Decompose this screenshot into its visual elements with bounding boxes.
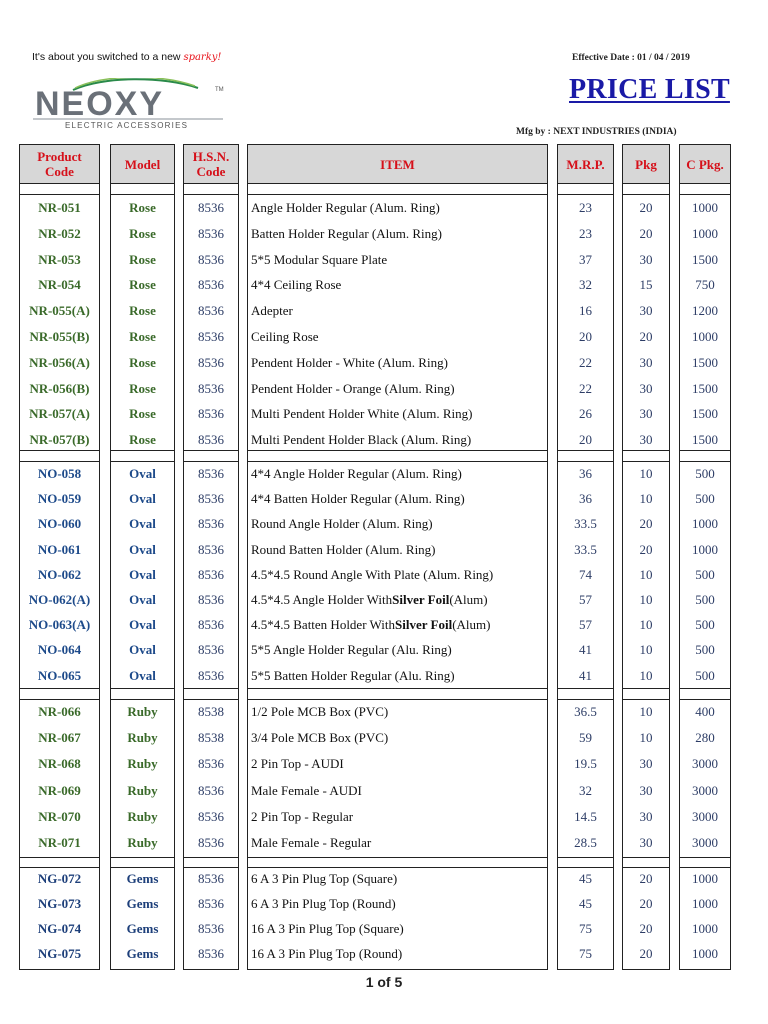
cell-code: NR-056(A) [29,354,90,370]
cell-mrp: 36 [579,466,592,481]
cell-hsn: 8536 [198,871,224,886]
cell-cpkg: 1500 [692,432,718,448]
cell-cpkg: 400 [695,704,715,719]
column-cpkg [679,144,731,970]
cell-hsn: 8536 [198,303,224,319]
cell-code: NR-051 [38,200,81,215]
cell-item: 4.5*4.5 Angle Holder With Silver Foil (Alum) [251,592,488,607]
cell-code: NR-056(B) [29,380,90,396]
cell-model: Oval [129,592,156,607]
cell-code: NO-060 [37,516,82,532]
cell-hsn: 8538 [198,730,224,746]
cell-model: Rose [129,277,156,293]
row-divider [111,857,174,858]
row-divider [680,183,730,184]
cell-pkg: 20 [639,329,653,344]
cell-code: NR-053 [38,251,81,267]
cell-mrp: 57 [579,592,592,607]
cell-cpkg: 1500 [692,380,718,396]
cell-model: Rose [129,200,156,215]
cell-pkg: 10 [639,592,653,607]
cell-model: Oval [129,541,156,557]
cell-pkg: 30 [639,835,653,850]
row-divider [111,688,174,689]
cell-hsn: 8536 [198,946,224,961]
cell-item: Male Female - Regular [251,835,372,850]
cell-code: NO-061 [37,541,82,557]
cell-item: Adepter [251,303,293,319]
cell-hsn: 8536 [198,566,224,582]
cell-pkg: 10 [639,704,653,719]
cell-mrp: 28.5 [574,835,597,850]
cell-hsn: 8536 [198,466,224,481]
cell-item: 16 A 3 Pin Plug Top (Square) [251,921,404,936]
row-divider [184,183,238,184]
row-divider [111,194,174,195]
cell-code: NR-067 [38,730,81,746]
cell-cpkg: 1000 [692,200,718,215]
cell-cpkg: 500 [695,667,715,683]
cell-item: Multi Pendent Holder Black (Alum. Ring) [251,432,472,448]
column-header-model: Model [111,145,174,183]
row-divider [20,194,99,195]
cell-cpkg: 3000 [692,756,718,772]
cell-hsn: 8536 [198,329,224,344]
cell-pkg: 20 [639,225,653,241]
cell-model: Ruby [127,782,158,798]
cell-cpkg: 1500 [692,251,718,267]
row-divider [20,183,99,184]
cell-mrp: 36 [579,491,592,507]
cell-mrp: 74 [579,566,592,582]
cell-item: 5*5 Angle Holder Regular (Alu. Ring) [251,642,452,658]
row-divider [680,857,730,858]
cell-item: Pendent Holder - White (Alum. Ring) [251,354,448,370]
cell-mrp: 20 [579,329,592,344]
logo-subtitle: ELECTRIC ACCESSORIES [65,121,189,130]
column-header-code: Product Code [20,145,99,183]
cell-item: Multi Pendent Holder White (Alum. Ring) [251,406,473,422]
cell-pkg: 30 [639,808,653,824]
cell-code: NG-075 [37,946,82,961]
cell-mrp: 23 [579,200,592,215]
effective-date: Effective Date : 01 / 04 / 2019 [572,53,690,63]
cell-cpkg: 3000 [692,835,718,850]
row-divider [623,194,669,195]
cell-mrp: 22 [579,380,592,396]
cell-hsn: 8536 [198,380,224,396]
manufacturer: Mfg by : NEXT INDUSTRIES (INDIA) [516,127,677,137]
cell-model: Gems [126,921,159,936]
row-divider [248,194,547,195]
cell-pkg: 30 [639,251,653,267]
logo-wordmark: NEOXY [35,85,165,123]
cell-pkg: 20 [639,516,653,532]
cell-item: 5*5 Modular Square Plate [251,251,388,267]
cell-pkg: 10 [639,667,653,683]
cell-mrp: 57 [579,617,592,633]
cell-code: NR-066 [38,704,81,719]
cell-pkg: 10 [639,617,653,633]
cell-code: NO-064 [37,642,82,658]
cell-model: Oval [129,516,156,532]
cell-cpkg: 1000 [692,225,718,241]
row-divider [558,194,613,195]
cell-model: Ruby [127,730,158,746]
cell-item: Batten Holder Regular (Alum. Ring) [251,225,442,241]
tagline-brand: sparky! [183,52,222,63]
cell-cpkg: 500 [695,491,715,507]
cell-hsn: 8536 [198,251,224,267]
cell-mrp: 59 [579,730,592,746]
cell-cpkg: 500 [695,642,715,658]
column-header-item: ITEM [248,145,547,183]
logo-trademark: TM [215,87,224,93]
cell-pkg: 10 [639,466,653,481]
cell-model: Rose [129,432,156,448]
cell-pkg: 20 [639,896,653,911]
cell-model: Rose [129,251,156,267]
cell-code: NO-059 [37,491,82,507]
column-hsn [183,144,239,970]
cell-mrp: 45 [579,871,592,886]
cell-cpkg: 1000 [692,541,718,557]
cell-hsn: 8536 [198,516,224,532]
column-item [247,144,548,970]
cell-cpkg: 1000 [692,871,718,886]
cell-cpkg: 1000 [692,921,718,936]
cell-mrp: 37 [579,251,592,267]
cell-pkg: 30 [639,782,653,798]
cell-code: NG-074 [37,921,82,936]
cell-item: 6 A 3 Pin Plug Top (Square) [251,871,398,886]
cell-hsn: 8536 [198,277,224,293]
cell-code: NR-057(B) [29,432,90,448]
cell-hsn: 8536 [198,541,224,557]
cell-mrp: 19.5 [574,756,597,772]
cell-code: NO-058 [37,466,82,481]
cell-model: Oval [129,566,156,582]
row-divider [248,183,547,184]
cell-pkg: 20 [639,946,653,961]
cell-item: 3/4 Pole MCB Box (PVC) [251,730,389,746]
cell-item: Angle Holder Regular (Alum. Ring) [251,200,440,215]
row-divider [184,688,238,689]
cell-code: NR-052 [38,225,81,241]
cell-code: NR-054 [38,277,81,293]
row-divider [623,857,669,858]
cell-model: Rose [129,406,156,422]
cell-pkg: 30 [639,432,653,448]
cell-mrp: 22 [579,354,592,370]
cell-hsn: 8536 [198,432,224,448]
row-divider [623,688,669,689]
cell-cpkg: 1000 [692,516,718,532]
cell-item: 4*4 Batten Holder Regular (Alum. Ring) [251,491,465,507]
cell-hsn: 8536 [198,592,224,607]
cell-item: 4.5*4.5 Round Angle With Plate (Alum. Ring) [251,566,494,582]
cell-mrp: 75 [579,921,592,936]
column-header-mrp: M.R.P. [558,145,613,183]
cell-hsn: 8536 [198,406,224,422]
cell-model: Gems [126,871,159,886]
row-divider [111,183,174,184]
cell-mrp: 36.5 [574,704,597,719]
cell-pkg: 30 [639,380,653,396]
cell-item: 4*4 Ceiling Rose [251,277,342,293]
cell-mrp: 26 [579,406,592,422]
cell-model: Oval [129,667,156,683]
cell-item: Pendent Holder - Orange (Alum. Ring) [251,380,455,396]
cell-model: Ruby [127,756,158,772]
column-mrp [557,144,614,970]
cell-code: NR-069 [38,782,81,798]
cell-hsn: 8536 [198,491,224,507]
cell-mrp: 23 [579,225,592,241]
cell-cpkg: 3000 [692,782,718,798]
row-divider [558,688,613,689]
cell-model: Rose [129,225,156,241]
tagline-text: It's about you switched to a new [32,51,181,63]
cell-item: Round Angle Holder (Alum. Ring) [251,516,433,532]
cell-pkg: 20 [639,871,653,886]
cell-cpkg: 280 [695,730,715,746]
cell-item: 6 A 3 Pin Plug Top (Round) [251,896,396,911]
column-code [19,144,100,970]
cell-item: Male Female - AUDI [251,782,362,798]
cell-mrp: 41 [579,667,592,683]
cell-cpkg: 1500 [692,406,718,422]
row-divider [680,688,730,689]
cell-code: NG-073 [37,896,82,911]
cell-mrp: 45 [579,896,592,911]
cell-pkg: 30 [639,756,653,772]
cell-pkg: 20 [639,921,653,936]
cell-code: NO-065 [37,667,82,683]
cell-pkg: 10 [639,642,653,658]
cell-hsn: 8536 [198,808,224,824]
cell-pkg: 15 [639,277,653,293]
cell-pkg: 20 [639,200,653,215]
cell-mrp: 14.5 [574,808,597,824]
row-divider [558,857,613,858]
cell-hsn: 8536 [198,667,224,683]
cell-cpkg: 1000 [692,896,718,911]
cell-mrp: 33.5 [574,541,597,557]
row-divider [248,857,547,858]
cell-hsn: 8536 [198,617,224,633]
cell-pkg: 30 [639,303,653,319]
cell-hsn: 8536 [198,225,224,241]
cell-cpkg: 1000 [692,329,718,344]
cell-mrp: 75 [579,946,592,961]
neoxy-logo [33,78,233,130]
row-divider [184,857,238,858]
cell-item: 2 Pin Top - AUDI [251,756,344,772]
cell-model: Ruby [127,835,158,850]
cell-cpkg: 3000 [692,808,718,824]
cell-mrp: 20 [579,432,592,448]
tagline [32,51,221,63]
cell-hsn: 8536 [198,354,224,370]
column-header-hsn: H.S.N. Code [184,145,238,183]
row-divider [623,183,669,184]
cell-mrp: 16 [579,303,592,319]
cell-code: NR-055(B) [29,329,90,344]
cell-item: 4*4 Angle Holder Regular (Alum. Ring) [251,466,462,481]
cell-mrp: 41 [579,642,592,658]
cell-model: Gems [126,896,159,911]
column-header-cpkg: C Pkg. [680,145,730,183]
cell-pkg: 30 [639,354,653,370]
column-header-pkg: Pkg [623,145,669,183]
cell-model: Ruby [127,808,158,824]
row-divider [680,194,730,195]
cell-hsn: 8536 [198,896,224,911]
cell-model: Oval [129,466,156,481]
cell-hsn: 8536 [198,782,224,798]
row-divider [20,857,99,858]
cell-mrp: 32 [579,782,592,798]
cell-model: Rose [129,354,156,370]
cell-mrp: 33.5 [574,516,597,532]
cell-model: Gems [126,946,159,961]
cell-hsn: 8536 [198,200,224,215]
cell-cpkg: 1500 [692,354,718,370]
cell-model: Rose [129,303,156,319]
cell-model: Ruby [127,704,158,719]
page-number: 1 of 5 [365,974,403,990]
cell-model: Rose [129,380,156,396]
row-divider [20,688,99,689]
cell-cpkg: 1000 [692,946,718,961]
cell-pkg: 30 [639,406,653,422]
cell-code: NG-072 [37,871,82,886]
cell-cpkg: 500 [695,466,715,481]
cell-hsn: 8536 [198,642,224,658]
cell-hsn: 8536 [198,921,224,936]
cell-item: 5*5 Batten Holder Regular (Alu. Ring) [251,667,455,683]
cell-model: Oval [129,617,156,633]
page-title: PRICE LIST [569,74,730,105]
cell-code: NO-063(A) [28,617,91,633]
cell-item: 2 Pin Top - Regular [251,808,354,824]
cell-hsn: 8538 [198,704,224,719]
cell-code: NR-071 [38,835,81,850]
cell-pkg: 10 [639,491,653,507]
cell-code: NO-062(A) [28,592,91,607]
cell-model: Oval [129,491,156,507]
cell-hsn: 8536 [198,835,224,850]
cell-mrp: 32 [579,277,592,293]
cell-item: 4.5*4.5 Batten Holder With Silver Foil (Alum) [251,617,491,633]
cell-model: Oval [129,642,156,658]
cell-item: 16 A 3 Pin Plug Top (Round) [251,946,403,961]
cell-code: NR-068 [38,756,81,772]
cell-cpkg: 500 [695,617,715,633]
row-divider [184,194,238,195]
cell-code: NR-057(A) [29,406,90,422]
cell-code: NR-055(A) [29,303,90,319]
cell-cpkg: 1200 [692,303,718,319]
cell-code: NO-062 [37,566,82,582]
cell-pkg: 20 [639,541,653,557]
cell-code: NR-070 [38,808,81,824]
cell-item: Ceiling Rose [251,329,319,344]
column-model [110,144,175,970]
cell-pkg: 10 [639,566,653,582]
row-divider [558,183,613,184]
cell-cpkg: 500 [695,592,715,607]
cell-model: Rose [129,329,156,344]
row-divider [248,688,547,689]
cell-item: Round Batten Holder (Alum. Ring) [251,541,436,557]
cell-item: 1/2 Pole MCB Box (PVC) [251,704,389,719]
column-pkg [622,144,670,970]
cell-hsn: 8536 [198,756,224,772]
cell-cpkg: 500 [695,566,715,582]
cell-pkg: 10 [639,730,653,746]
cell-cpkg: 750 [695,277,715,293]
